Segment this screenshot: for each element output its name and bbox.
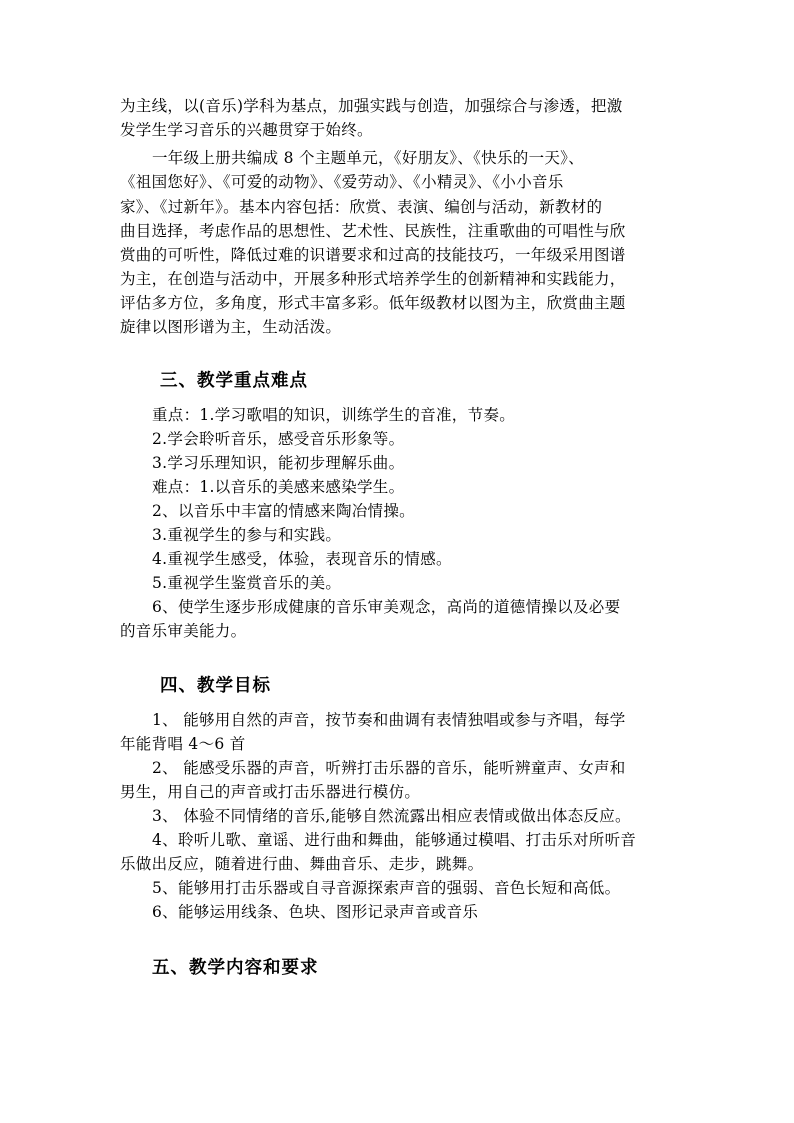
intro-line-7: 赏曲的可听性，降低过难的识谱要求和过高的技能技巧，一年级采用图谱 bbox=[120, 246, 626, 264]
section4-line-3: 2、 能感受乐器的声音，听辨打击乐器的音乐，能听辨童声、女声和 bbox=[152, 759, 626, 777]
section3-line-8: 5.重视学生鉴赏音乐的美。 bbox=[152, 574, 342, 592]
section4-line-1: 1、 能够用自然的声音，按节奏和曲调有表情独唱或参与齐唱，每学 bbox=[152, 711, 626, 729]
section4-line-9: 6、能够运用线条、色块、图形记录声音或音乐 bbox=[152, 903, 479, 921]
intro-line-6: 曲目选择，考虑作品的思想性、艺术性、民族性，注重歌曲的可唱性与欣 bbox=[120, 222, 626, 240]
intro-line-9: 评估多方位，多角度，形式丰富多彩。低年级教材以图为主，欣赏曲主题 bbox=[120, 294, 626, 312]
section3-line-3: 3.学习乐理知识，能初步理解乐曲。 bbox=[152, 454, 405, 472]
intro-line-8: 为主，在创造与活动中，开展多种形式培养学生的创新精神和实践能力， bbox=[120, 270, 626, 288]
intro-line-1: 为主线，以(音乐)学科为基点，加强实践与创造，加强综合与渗透，把激 bbox=[120, 97, 623, 115]
section3-heading: 三、教学重点难点 bbox=[160, 371, 308, 391]
section3-line-6: 3.重视学生的参与和实践。 bbox=[152, 526, 342, 544]
section3-line-1: 重点：1.学习歌唱的知识，训练学生的音准，节奏。 bbox=[152, 406, 515, 424]
section5-heading: 五、教学内容和要求 bbox=[152, 958, 319, 978]
section4-line-2: 年能背唱 4～6 首 bbox=[120, 735, 246, 753]
section4-line-8: 5、能够用打击乐器或自寻音源探索声音的强弱、音色长短和高低。 bbox=[152, 879, 621, 897]
section3-line-9: 6、使学生逐步形成健康的音乐审美观念，高尚的道德情操以及必要 bbox=[152, 598, 621, 616]
section4-line-6: 4、聆听儿歌、童谣、进行曲和舞曲，能够通过模唱、打击乐对所听音 bbox=[152, 831, 637, 849]
section4-line-4: 男生，用自己的声音或打击乐器进行模仿。 bbox=[120, 783, 421, 801]
intro-line-2: 发学生学习音乐的兴趣贯穿于始终。 bbox=[120, 121, 373, 139]
intro-line-10: 旋律以图形谱为主，生动活泼。 bbox=[120, 318, 342, 336]
section3-line-10: 的音乐审美能力。 bbox=[120, 622, 247, 640]
section3-line-5: 2、以音乐中丰富的情感来陶冶情操。 bbox=[152, 502, 415, 520]
section4-line-7: 乐做出反应，随着进行曲、舞曲音乐、走步，跳舞。 bbox=[120, 855, 484, 873]
section4-line-5: 3、 体验不同情绪的音乐,能够自然流露出相应表情或做出体态反应。 bbox=[152, 807, 631, 825]
intro-line-4: 《祖国您好》、《可爱的动物》、《爱劳动》、《小精灵》、《小小音乐 bbox=[120, 173, 564, 191]
section3-line-7: 4.重视学生感受，体验，表现音乐的情感。 bbox=[152, 550, 452, 568]
section4-heading: 四、教学目标 bbox=[160, 676, 271, 696]
section3-line-2: 2.学会聆听音乐，感受音乐形象等。 bbox=[152, 430, 405, 448]
intro-line-3: 一年级上册共编成 8 个主题单元，《好朋友》、《快乐的一天》、 bbox=[152, 149, 585, 167]
section3-line-4: 难点：1.以音乐的美感来感染学生。 bbox=[152, 478, 405, 496]
intro-line-5: 家》、《过新年》。基本内容包括：欣赏、表演、编创与活动，新教材的 bbox=[120, 198, 603, 216]
